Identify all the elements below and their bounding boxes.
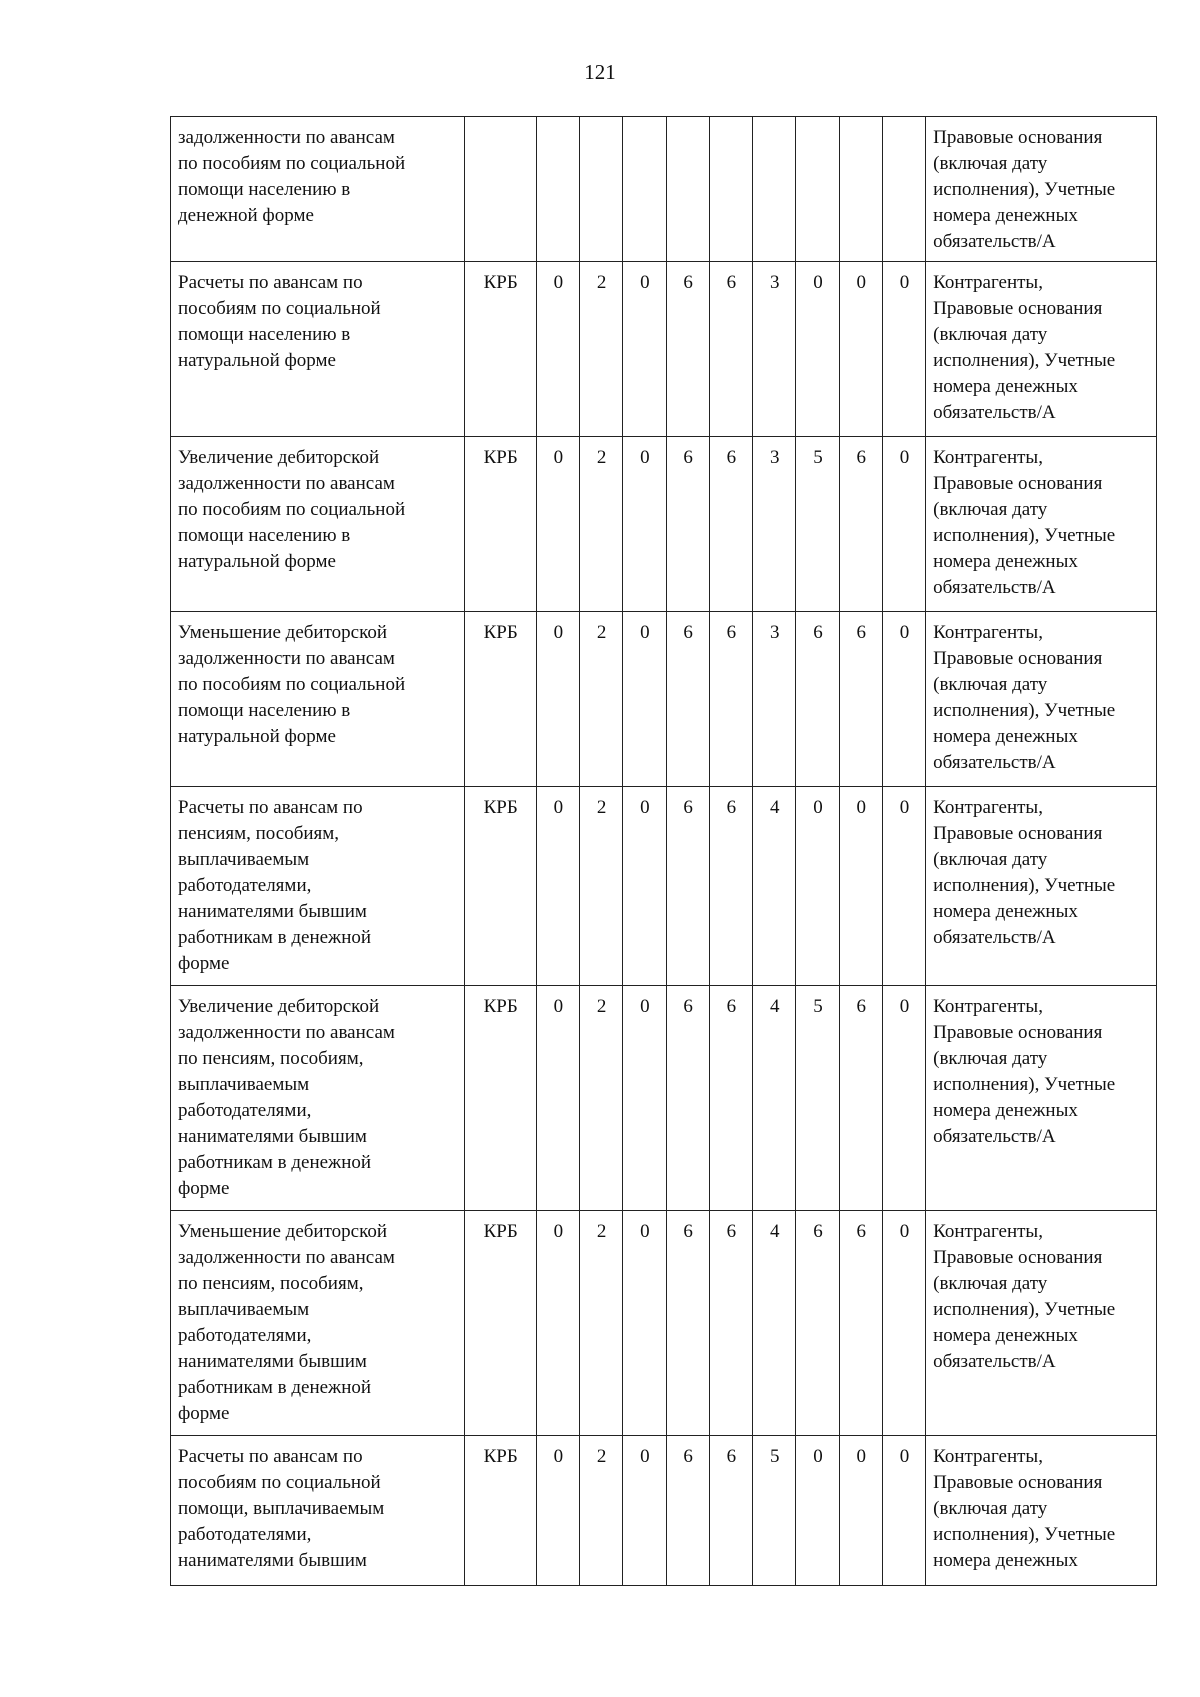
table-row bbox=[171, 117, 1157, 262]
account-digit: 6 bbox=[709, 1436, 752, 1586]
account-digit: 0 bbox=[536, 986, 579, 1211]
account-digit bbox=[882, 117, 925, 262]
table-row bbox=[171, 787, 1157, 986]
account-digit: 0 bbox=[882, 437, 925, 612]
account-digit: 2 bbox=[580, 1436, 623, 1586]
account-digit: 6 bbox=[709, 437, 752, 612]
account-code-prefix: КРБ bbox=[464, 787, 536, 986]
account-digit: 0 bbox=[536, 787, 579, 986]
account-code-prefix: КРБ bbox=[464, 437, 536, 612]
table-row bbox=[171, 262, 1157, 437]
analytics-description: Правовые основания (включая дату исполнения), Учетные номера денежных обязательств/А bbox=[926, 117, 1157, 262]
account-digit: 6 bbox=[709, 986, 752, 1211]
account-digit: 6 bbox=[666, 262, 709, 437]
account-digit: 6 bbox=[666, 437, 709, 612]
analytics-description: Контрагенты, Правовые основания (включая дату исполнения), Учетные номера денежных обязательств/А bbox=[926, 787, 1157, 986]
account-description: Расчеты по авансам по пенсиям, пособиям, выплачиваемым работодателями, нанимателями бывшим работникам в денежной форме bbox=[171, 787, 465, 986]
account-code-prefix bbox=[464, 117, 536, 262]
analytics-description: Контрагенты, Правовые основания (включая дату исполнения), Учетные номера денежных обязательств/А bbox=[926, 262, 1157, 437]
account-digit bbox=[536, 117, 579, 262]
analytics-description: Контрагенты, Правовые основания (включая дату исполнения), Учетные номера денежных обязательств/А bbox=[926, 1211, 1157, 1436]
account-digit: 0 bbox=[796, 262, 839, 437]
account-digit: 5 bbox=[796, 986, 839, 1211]
account-digit: 0 bbox=[623, 612, 666, 787]
account-digit: 4 bbox=[753, 787, 796, 986]
account-digit: 6 bbox=[709, 612, 752, 787]
account-digit: 0 bbox=[796, 787, 839, 986]
account-description: Расчеты по авансам по пособиям по социальной помощи населению в натуральной форме bbox=[171, 262, 465, 437]
account-digit: 2 bbox=[580, 1211, 623, 1436]
account-digit: 0 bbox=[536, 612, 579, 787]
account-digit: 4 bbox=[753, 986, 796, 1211]
analytics-description: Контрагенты, Правовые основания (включая дату исполнения), Учетные номера денежных обязательств/А bbox=[926, 437, 1157, 612]
account-digit: 0 bbox=[882, 612, 925, 787]
account-digit: 0 bbox=[882, 262, 925, 437]
account-digit: 6 bbox=[839, 1211, 882, 1436]
account-digit: 0 bbox=[882, 986, 925, 1211]
account-description: Уменьшение дебиторской задолженности по авансам по пенсиям, пособиям, выплачиваемым работодателями, нанимателями бывшим работникам в денежной форме bbox=[171, 1211, 465, 1436]
account-code-prefix: КРБ bbox=[464, 1436, 536, 1586]
account-digit bbox=[796, 117, 839, 262]
account-description: Увеличение дебиторской задолженности по авансам по пособиям по социальной помощи населению в натуральной форме bbox=[171, 437, 465, 612]
account-digit: 6 bbox=[839, 612, 882, 787]
account-digit bbox=[753, 117, 796, 262]
account-digit: 6 bbox=[666, 1436, 709, 1586]
account-digit: 0 bbox=[623, 787, 666, 986]
account-digit: 6 bbox=[709, 262, 752, 437]
account-digit: 0 bbox=[536, 262, 579, 437]
account-digit: 5 bbox=[753, 1436, 796, 1586]
account-description: Уменьшение дебиторской задолженности по авансам по пособиям по социальной помощи населению в натуральной форме bbox=[171, 612, 465, 787]
account-digit: 6 bbox=[709, 787, 752, 986]
account-digit bbox=[623, 117, 666, 262]
table-row bbox=[171, 1211, 1157, 1436]
table-row bbox=[171, 986, 1157, 1211]
account-digit: 3 bbox=[753, 437, 796, 612]
account-digit: 6 bbox=[666, 612, 709, 787]
account-digit bbox=[709, 117, 752, 262]
analytics-description: Контрагенты, Правовые основания (включая дату исполнения), Учетные номера денежных bbox=[926, 1436, 1157, 1586]
account-code-prefix: КРБ bbox=[464, 986, 536, 1211]
account-digit: 0 bbox=[882, 1211, 925, 1436]
table-row bbox=[171, 612, 1157, 787]
account-digit: 4 bbox=[753, 1211, 796, 1436]
account-digit: 0 bbox=[623, 437, 666, 612]
account-digit: 0 bbox=[536, 437, 579, 612]
account-digit bbox=[666, 117, 709, 262]
account-code-prefix: КРБ bbox=[464, 612, 536, 787]
account-digit bbox=[580, 117, 623, 262]
account-digit: 6 bbox=[796, 1211, 839, 1436]
table-row bbox=[171, 437, 1157, 612]
table-row bbox=[171, 1436, 1157, 1586]
analytics-description: Контрагенты, Правовые основания (включая дату исполнения), Учетные номера денежных обязательств/А bbox=[926, 986, 1157, 1211]
account-digit: 5 bbox=[796, 437, 839, 612]
account-digit: 6 bbox=[796, 612, 839, 787]
account-digit bbox=[839, 117, 882, 262]
account-digit: 0 bbox=[623, 1211, 666, 1436]
account-digit: 6 bbox=[666, 787, 709, 986]
account-digit: 0 bbox=[623, 262, 666, 437]
account-digit: 6 bbox=[839, 437, 882, 612]
account-digit: 2 bbox=[580, 262, 623, 437]
account-digit: 0 bbox=[623, 1436, 666, 1586]
account-digit: 2 bbox=[580, 437, 623, 612]
account-digit: 0 bbox=[623, 986, 666, 1211]
account-digit: 2 bbox=[580, 787, 623, 986]
account-digit: 0 bbox=[882, 787, 925, 986]
account-digit: 0 bbox=[536, 1211, 579, 1436]
account-code-prefix: КРБ bbox=[464, 1211, 536, 1436]
account-digit: 6 bbox=[666, 986, 709, 1211]
page-number: 121 bbox=[584, 60, 616, 84]
account-digit: 0 bbox=[839, 262, 882, 437]
account-digit: 6 bbox=[839, 986, 882, 1211]
account-description: задолженности по авансам по пособиям по социальной помощи населению в денежной форме bbox=[171, 117, 465, 262]
account-code-prefix: КРБ bbox=[464, 262, 536, 437]
account-digit: 0 bbox=[796, 1436, 839, 1586]
account-digit: 2 bbox=[580, 612, 623, 787]
analytics-description: Контрагенты, Правовые основания (включая дату исполнения), Учетные номера денежных обязательств/А bbox=[926, 612, 1157, 787]
account-digit: 2 bbox=[580, 986, 623, 1211]
account-digit: 0 bbox=[839, 787, 882, 986]
account-digit: 0 bbox=[882, 1436, 925, 1586]
account-digit: 0 bbox=[536, 1436, 579, 1586]
account-digit: 3 bbox=[753, 612, 796, 787]
accounts-table bbox=[170, 116, 1157, 1586]
account-digit: 0 bbox=[839, 1436, 882, 1586]
account-description: Расчеты по авансам по пособиям по социальной помощи, выплачиваемым работодателями, нанимателями бывшим bbox=[171, 1436, 465, 1586]
account-digit: 6 bbox=[709, 1211, 752, 1436]
account-description: Увеличение дебиторской задолженности по авансам по пенсиям, пособиям, выплачиваемым работодателями, нанимателями бывшим работникам в денежной форме bbox=[171, 986, 465, 1211]
account-digit: 3 bbox=[753, 262, 796, 437]
account-digit: 6 bbox=[666, 1211, 709, 1436]
